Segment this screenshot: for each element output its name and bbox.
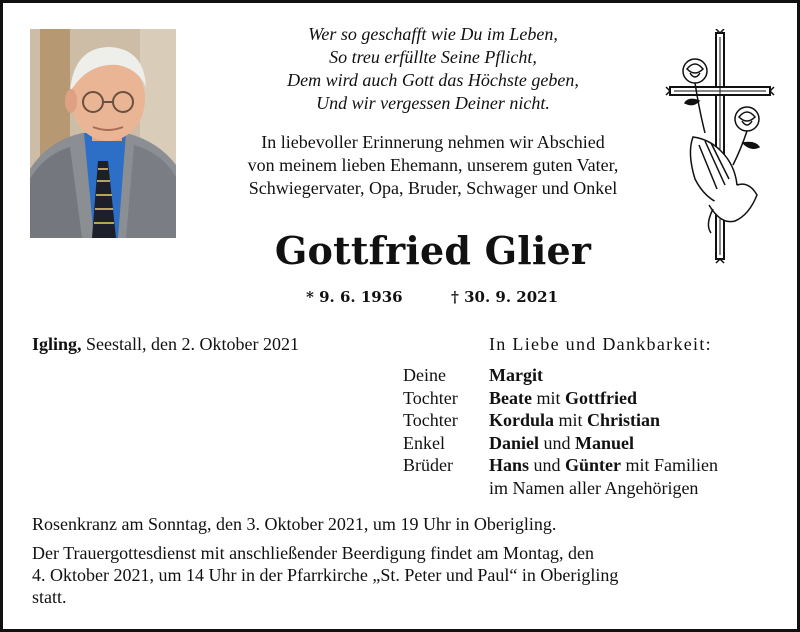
intro-line: von meinem lieben Ehemann, unserem guten Vater, xyxy=(247,155,619,175)
mourner-name: Gottfried xyxy=(565,387,637,408)
poem-line: Wer so geschafft wie Du im Leben, xyxy=(308,24,558,44)
birth-date: * 9. 6. 1936 xyxy=(306,288,403,306)
death-date: † 30. 9. 2021 xyxy=(451,288,559,306)
intro-line: In liebevoller Erinnerung nehmen wir Abschied xyxy=(261,132,605,152)
funeral-service-info xyxy=(32,542,772,608)
connector-text: und xyxy=(539,432,576,453)
mourner-name: Christian xyxy=(587,410,661,430)
mourner-name: Margit xyxy=(489,365,543,385)
poem-line: Und wir vergessen Deiner nicht. xyxy=(316,93,550,113)
deceased-name: Gottfried Glier xyxy=(274,228,592,273)
mourners-list xyxy=(403,364,718,499)
relation-label: Brüder xyxy=(403,455,453,475)
memorial-poem xyxy=(203,23,663,115)
place-and-date xyxy=(32,333,299,355)
service-information xyxy=(32,513,772,608)
relation-label: Deine xyxy=(403,365,446,385)
service-line: statt. xyxy=(32,587,67,607)
mourner-name: Beate xyxy=(489,387,532,408)
cross-with-roses-icon xyxy=(665,29,777,265)
mourner-name: Günter xyxy=(565,455,622,475)
mourner-row xyxy=(403,432,718,455)
portrait-image xyxy=(30,29,176,238)
portrait-photo xyxy=(30,29,176,238)
relation-label: Enkel xyxy=(403,432,445,453)
gratitude-line: In Liebe und Dankbarkeit: xyxy=(489,334,712,354)
place-date-text: Seestall, den 2. Oktober 2021 xyxy=(86,334,299,354)
mourner-row xyxy=(403,364,718,387)
mourner-row xyxy=(403,454,718,477)
mourner-name: Manuel xyxy=(575,432,635,453)
mourner-row xyxy=(403,409,718,432)
relation-label: Tochter xyxy=(403,410,458,430)
intro-line: Schwiegervater, Opa, Bruder, Schwager und Onkel xyxy=(248,178,618,198)
service-line: Der Trauergottesdienst mit anschließender Beerdigung findet am Montag, den xyxy=(32,543,595,563)
poem-line: Dem wird auch Gott das Höchste geben, xyxy=(287,70,579,90)
relatives-note: im Namen aller Angehörigen xyxy=(489,477,699,498)
mourner-row xyxy=(403,387,718,410)
service-line: 4. Oktober 2021, um 14 Uhr in der Pfarrkirche „St. Peter und Paul“ in Oberigling xyxy=(32,565,619,585)
town-name: Igling, xyxy=(32,334,82,354)
connector-text: und xyxy=(529,455,566,475)
farewell-intro xyxy=(193,131,673,200)
connector-text: mit xyxy=(531,387,565,408)
poem-line: So treu erfüllte Seine Pflicht, xyxy=(329,47,537,67)
rosary-info: Rosenkranz am Sonntag, den 3. Oktober 2021, um 19 Uhr in Oberigling. xyxy=(32,514,557,534)
connector-text: mit Familien xyxy=(621,455,719,475)
relation-label: Tochter xyxy=(403,387,458,408)
connector-text: mit xyxy=(554,410,588,430)
mourner-name: Kordula xyxy=(489,410,555,430)
mourner-name: Daniel xyxy=(489,432,540,453)
mourner-name: Hans xyxy=(489,455,530,475)
